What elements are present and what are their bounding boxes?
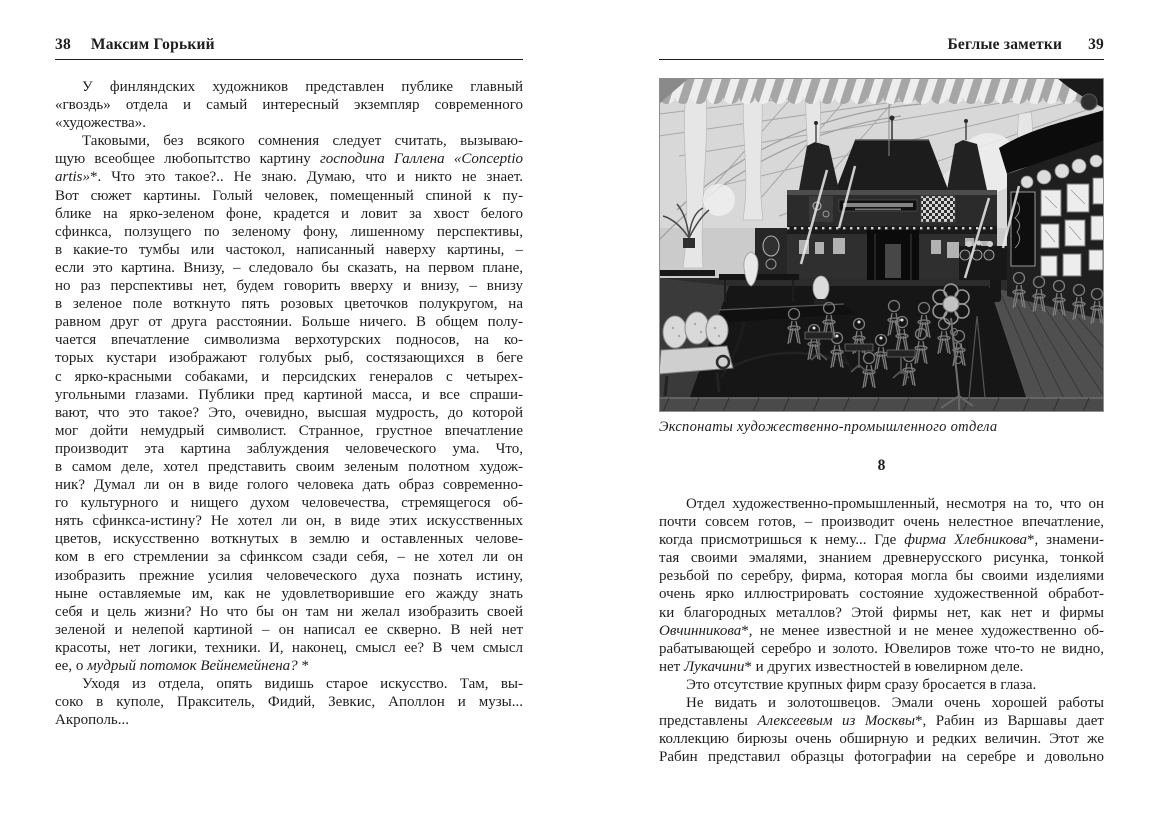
- text-line: рабатывающей серебро и золото. Ювелиров тоже что-то не видно,: [659, 640, 1104, 657]
- text-line: Таковыми, без всякого сомнения следует считать, вызываю-: [82, 133, 523, 150]
- right-page: [659, 36, 1104, 766]
- text-line: коллекцию бирюзы очень обширную и редких величин. Этот же: [659, 731, 1104, 748]
- paragraph: [659, 495, 1104, 676]
- text-line: зеленой и нелепой картиной – он написал ее скверно. В ней нет: [55, 621, 523, 638]
- text-line: в зеленое поле воткнуто пять розовых цветочков полукругом, на: [55, 296, 523, 313]
- text-line: щую всеобщее любопытство картину господина Галлена «Conceptio: [55, 151, 523, 168]
- text-line: нет Лукачини* и других известностей в ювелирном деле.: [659, 658, 1024, 675]
- text-line: сфинкса, ползущего по зеленому фону, лишенному перспективы,: [55, 223, 523, 240]
- exhibition-hall-photo: [659, 78, 1104, 412]
- text-line: ки благородных металлов? Этой фирмы нет, как нет и фирмы: [659, 604, 1104, 621]
- text-line: тая своими эмалями, знанием древнерусского рисунка, тонкой: [659, 550, 1104, 567]
- left-running-header: [55, 36, 523, 60]
- text-line: нять сфинкса-истину? Не хотел ли он, в виде этих искусственных: [55, 513, 523, 530]
- right-page-body: [659, 495, 1104, 766]
- left-page-body: [55, 78, 523, 729]
- text-line: ник? Думал ли он в виде голого человека дать образ современно-: [55, 477, 523, 494]
- paragraph: [55, 675, 523, 729]
- text-line: с ярко-красными собаками, и персидских генералов с четырех-: [55, 368, 523, 385]
- text-line: почти совсем готов, – производит очень нелестное впечатление,: [659, 514, 1104, 531]
- text-line: блике на ярко-зеленом фоне, крадется и ловит за хвост белого: [55, 205, 523, 222]
- text-line: равном друг от друга расстоянии. Больше ничего. В общем полу-: [55, 314, 523, 331]
- text-line: чается впечатление символизма верхотурских подносов, на ко-: [55, 332, 523, 349]
- text-line: представлены Алексеевым из Москвы*, Рабин из Варшавы дает: [659, 713, 1104, 730]
- left-running-head-title: Максим Горький: [90, 36, 215, 53]
- section-number: 8: [877, 457, 886, 474]
- paragraph: [659, 694, 1104, 766]
- text-line: мог дойти немудрый символист. Странное, грустное впечатление: [55, 422, 523, 439]
- text-line: вают, что это такое? Это, очевидно, высшая мудрость, до которой: [55, 404, 523, 421]
- text-line: изобразить прежние усилия человеческого духа познать истину,: [55, 567, 523, 584]
- text-line: «гвоздь» отдела и самый интересный экземпляр современного: [55, 97, 523, 114]
- text-line: Не видать и золотошвецов. Эмали очень хорошей работы: [686, 695, 1104, 712]
- text-line: Вот сюжет картины. Голый человек, помещенный спиной к пу-: [55, 187, 523, 204]
- text-line: artis»*. Что это такое?.. Не знаю. Думаю, что и никто не знает.: [55, 169, 523, 186]
- text-line: У финляндских художников представлен публике главный: [82, 79, 523, 95]
- text-line: угольными глазами. Публики пред картиной масса, и все спраши-: [55, 386, 523, 403]
- right-running-header: [659, 36, 1104, 60]
- paragraph: [659, 676, 1104, 694]
- text-line: очень ярко иллюстрировать состояние художественной обработ-: [659, 586, 1104, 603]
- left-page: [55, 36, 523, 729]
- text-line: производит эта картина заблуждения человеческого ума. Что,: [55, 440, 523, 457]
- figure-caption: Экспонаты художественно-промышленного отдела: [659, 419, 998, 435]
- text-line: го культурного и нищего духом человечества, стремящегося об-: [55, 495, 523, 512]
- right-page-number: 39: [1088, 36, 1104, 53]
- text-line: Это отсутствие крупных фирм сразу бросается в глаза.: [686, 676, 1037, 693]
- text-line: резьбой по серебру, фирма, которая могла бы своими изделиями: [659, 568, 1104, 585]
- text-line: когда присмотришься к нему... Где фирма Хлебникова*, знамени-: [659, 532, 1104, 549]
- text-line: Отдел художественно-промышленный, несмотря на то, что он: [686, 496, 1104, 512]
- text-line: ее, о мудрый потомок Вейнемейнена? *: [55, 658, 309, 674]
- right-running-head-title: Беглые заметки: [947, 36, 1063, 53]
- text-line: торых кустари изображают голубых рыб, состязающихся в беге: [55, 350, 523, 367]
- text-line: «художества».: [55, 115, 146, 132]
- paragraph: [55, 132, 523, 675]
- text-line: Рабин представил образцы фотографии на серебре и довольно: [659, 749, 1104, 766]
- text-line: Акрополь...: [55, 712, 130, 729]
- text-line: в какие-то тумбы или частокол, написанный наверху картины, –: [55, 241, 523, 258]
- paragraph: [55, 78, 523, 132]
- text-line: ныне оставляемые им, как не удовлетворившие его жажду знать: [55, 585, 523, 602]
- text-line: соко в куполе, Пракситель, Фидий, Зевкис, Аполлон и музы...: [55, 694, 523, 711]
- text-line: ком в его стремлении за сфинксом сзади себя, – не хотел ли он: [55, 549, 523, 566]
- text-line: себя и цель жизни? Но что бы он там ни желал изобразить своей: [55, 603, 523, 620]
- text-line: Овчинникова*, не менее известной и не менее художественно об-: [659, 622, 1104, 639]
- left-page-number: 38: [55, 36, 71, 53]
- text-line: в самом деле, хотел представить своим зеленым полотном худож-: [55, 458, 523, 475]
- text-line: но раз перспективы нет, будем говорить вверху и внизу, – внизу: [55, 278, 523, 295]
- text-line: красоты, нет логики, техники. И, наконец, смысл ее? В чем смысл: [55, 639, 523, 656]
- text-line: Уходя из отдела, опять видишь старое искусство. Там, вы-: [82, 676, 523, 693]
- text-line: цветов, искусственно воткнутых в землю и оставленных челове-: [55, 531, 523, 548]
- text-line: если это картина. Внизу, – следовало бы сказать, на первом плане,: [55, 259, 523, 276]
- exhibition-hall-photo-graphic: [659, 78, 1104, 412]
